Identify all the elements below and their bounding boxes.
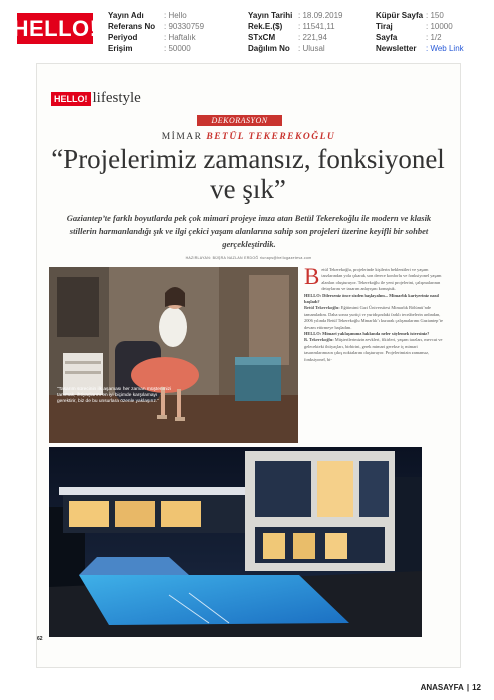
brand-lifestyle: lifestyle xyxy=(92,90,141,106)
portrait-photo xyxy=(49,267,298,443)
drop-cap: B xyxy=(304,264,320,289)
villa-illustration xyxy=(49,447,422,637)
web-link[interactable]: : Web Link xyxy=(426,44,464,53)
question-1: HELLO: Dilerseniz önce sizden başlayalım... Mimarlık kariyeriniz nasıl başladı? xyxy=(304,292,439,305)
footer-page: 12 xyxy=(472,683,481,692)
pull-quote: “Tasarım sürecinin ilk aşaması her zaman müşterimizi tanımak, ihtiyaçlarını en iyi biçimde karşılamayı gerektirir, biz de bu unsurlara özenle yaklaşırız.” xyxy=(57,387,172,404)
answer-2-lead: B. Tekerekoğlu: xyxy=(304,337,334,343)
meta-row: Yayın Tarihi : 18.09.2019 xyxy=(248,11,343,20)
page-number: 62 xyxy=(37,636,43,642)
category-label: DEKORASYON xyxy=(197,115,282,126)
headline: “Projelerimiz zamansız, fonksiyonel ve şık” xyxy=(51,144,445,204)
answer-1-text: Eğitimimi Gazi Üniversitesi Mimarlık Bölümü’nde tamamladım. Daha sonra yurtiçi ve yurtdışındaki farklı tecrübelerin ardından, 2006 yılında Betül Tekerekoğlu Mimarlık’ı kurarak çalışmalarımı Gaziantep’te devam ettirmeye başladım. xyxy=(304,305,443,330)
meta-column-3 xyxy=(376,10,464,54)
answer-1 xyxy=(304,305,447,331)
footer-section: ANASAYFA xyxy=(420,683,464,692)
meta-row: Küpür Sayfa : 150 xyxy=(376,11,444,20)
answer-1-lead: Betül Tekerekoğlu: xyxy=(304,305,340,311)
meta-column-2 xyxy=(248,10,342,54)
subject-line xyxy=(37,132,460,142)
hello-logo xyxy=(12,13,98,44)
section-brand xyxy=(51,90,141,107)
magazine-page xyxy=(37,64,460,667)
hello-logo-text: HELLO! xyxy=(12,15,98,41)
meta-row: Yayın Adı : Hello xyxy=(108,11,187,20)
meta-row: Dağılım No : Ulusal xyxy=(248,44,325,53)
meta-row: STxCM : 221,94 xyxy=(248,33,327,42)
meta-row: Periyod : Haftalık xyxy=(108,33,196,42)
subject-name: BETÜL TEKEREKOĞLU xyxy=(206,132,336,142)
meta-row: Erişim : 50000 xyxy=(108,44,191,53)
footer xyxy=(421,683,481,692)
villa-photo xyxy=(49,447,422,637)
question-2: HELLO: Mimari yaklaşımınız hakkında neler söylemek istersiniz? xyxy=(304,331,430,337)
meta-row: Sayfa : 1/2 xyxy=(376,33,442,42)
meta-row: Referans No : 90330759 xyxy=(108,22,205,31)
byline: HAZIRLAYAN: BÜŞRA NAZLAN ERDOĞ riunaps@hellogazeteva.com xyxy=(185,256,312,260)
lede: Gaziantep’te farklı boyutlarda pek çok mimari projeye imza atan Betül Tekerekoğlu ile modern ve klasik stillerin harmanlandığı şık ve ilgi çekici yaşam alanlarına sahip son projeleri üzerine keyifli bir sohbet gerçekleştirdik. xyxy=(66,213,432,249)
article-body xyxy=(304,264,447,363)
brand-box: HELLO! xyxy=(51,92,91,106)
footer-separator: | xyxy=(466,683,470,692)
meta-row: Newsletter : Web Link xyxy=(376,44,464,53)
meta-row: Rek.E.($) : 11541,11 xyxy=(248,22,335,31)
subject-prefix: MİMAR xyxy=(161,132,203,142)
answer-2 xyxy=(304,337,447,363)
meta-row: Tiraj : 10000 xyxy=(376,22,453,31)
meta-column-1 xyxy=(108,10,204,54)
answer-2-text: Müşterilerimizin zevkleri, fikirleri, yaşam tarzları, mevcut ve gelecekteki ihtiyaçları, birbirini, gerek mimari gerekse iç mimari tasarımlarımızın çıkış noktalarını oluşturuyor. Projelerimizin zamansız, fonksiyonel, bi- xyxy=(304,337,443,362)
portrait-illustration xyxy=(49,267,298,443)
paragraph-intro: etül Tekerekoğlu, projelerinde kişilerin beklentileri ve yaşam tarzlarından yola çıkarak, son derece konforlu ve fonksiyonel yaşam alanları oluşturuyor. Tekerekoğlu ile yeni projelerini, çalışmalarının detaylarını ve tasarım anlayışını konuştuk. xyxy=(321,267,442,292)
